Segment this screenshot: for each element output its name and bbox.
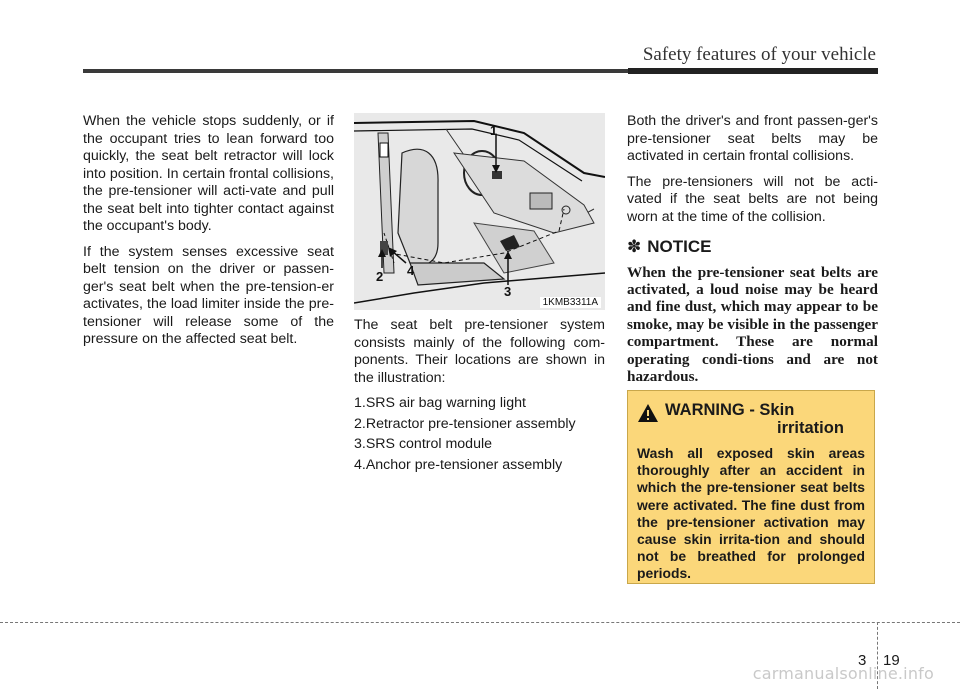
notice-title: NOTICE bbox=[647, 237, 712, 256]
warning-subject-line1: - Skin bbox=[749, 401, 795, 419]
warning-label: WARNING bbox=[665, 401, 745, 419]
paragraph: Both the driver's and front passen-ger's pre-tensioner seat belts may be activated in certain frontal collisions. bbox=[627, 113, 878, 164]
column-1 bbox=[83, 113, 334, 357]
header-rule bbox=[83, 69, 878, 73]
callout-4: 4 bbox=[407, 263, 415, 278]
paragraph: If the system senses excessive seat belt tension on the driver or passen-ger's seat belt when the pre-tension-er activates, the load limiter inside the pre-tensioner will release some of the pressure on the affected seat belt. bbox=[83, 243, 334, 347]
list-item: 3.SRS control module bbox=[354, 436, 493, 452]
callout-3: 3 bbox=[504, 284, 512, 299]
column-3 bbox=[627, 113, 878, 393]
watermark: carmanualsonline.info bbox=[752, 664, 934, 683]
car-interior-drawing bbox=[354, 113, 605, 310]
notice-symbol-icon: ✽ bbox=[627, 237, 642, 256]
footer-rule bbox=[0, 622, 960, 623]
page-header-title: Safety features of your vehicle bbox=[642, 44, 876, 65]
paragraph: The pre-tensioners will not be acti-vated if the seat belts are not being worn at the time of the collision. bbox=[627, 173, 878, 225]
list-item: 1.SRS air bag warning light bbox=[354, 395, 526, 411]
component-list bbox=[354, 395, 605, 474]
warning-subject-line2: irritation bbox=[777, 419, 844, 437]
list-item: 4.Anchor pre-tensioner assembly bbox=[354, 456, 563, 473]
paragraph: When the vehicle stops suddenly, or if the occupant tries to lean forward too quickly, the seat belt retractor will lock into position. In certain frontal collisions, the pre-tensioner will acti-vate and pull the seat belt into tighter contact against the occupant's body. bbox=[83, 113, 334, 234]
warning-triangle-icon bbox=[637, 403, 659, 428]
callout-2: 2 bbox=[376, 269, 384, 284]
pretensioner-illustration bbox=[354, 113, 605, 310]
warning-text: Wash all exposed skin areas thoroughly after an accident in which the pre-tensioner seat belts were activated. The fine dust from the pre-tensioner activation may cause skin irrita-tion and should not be breathed for prolonged periods. bbox=[637, 445, 865, 582]
callout-1: 1 bbox=[490, 123, 498, 138]
paragraph: The seat belt pre-tensioner system consists mainly of the following com-ponents. Their locations are shown in the illustration: bbox=[354, 317, 605, 386]
page-number: 19 bbox=[883, 652, 900, 669]
chapter-number: 3 bbox=[858, 652, 867, 669]
notice-heading bbox=[627, 238, 878, 256]
list-item: 2.Retractor pre-tensioner assembly bbox=[354, 415, 576, 432]
warning-box bbox=[627, 390, 875, 584]
figure-code: 1KMB3311A bbox=[540, 297, 601, 308]
warning-heading bbox=[637, 401, 865, 437]
notice-text: When the pre-tensioner seat belts are activated, a loud noise may be heard and fine dust, which may appear to be smoke, may be visible in the passenger compartment. These are normal operating condi-tions and are not hazardous. bbox=[627, 263, 878, 385]
